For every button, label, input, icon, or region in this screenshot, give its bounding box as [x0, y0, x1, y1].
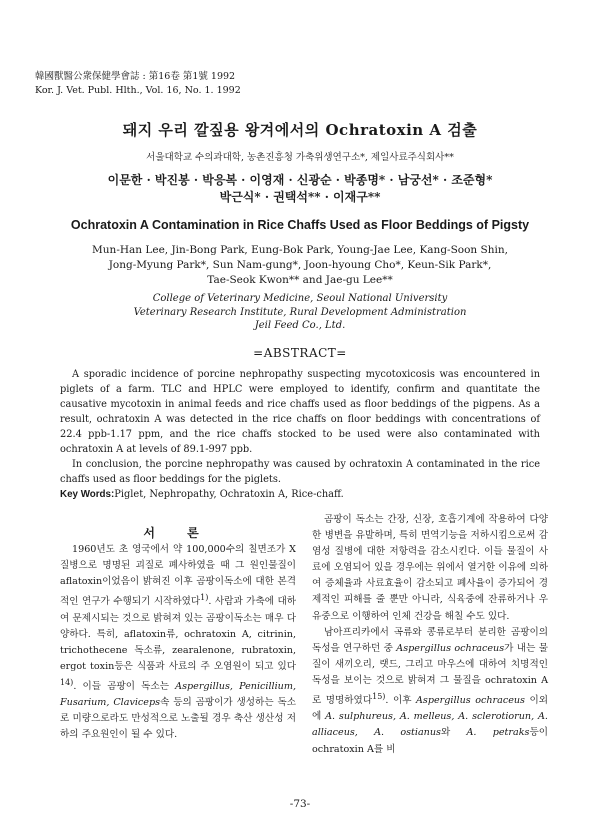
institutions — [0, 292, 600, 333]
body-text: 와 — [440, 727, 467, 739]
keywords-label: Key Words: — [60, 489, 115, 500]
body-text: 1960년도 초 영국에서 약 100,000수의 칠면조가 X질병으로 명명된 괴질로 폐사하였을 때 그 원인물질이 aflatoxin이었음이 밝혀진 이후 곰팡이독소에 대한 본격적인 연구가 수행되기 시작하였다 — [60, 544, 296, 608]
institution-line: Veterinary Research Institute, Rural Development Administration — [133, 306, 467, 318]
body-text: . 사람과 가축에 대하여 문제시되는 것으로 밝혀져 있는 곰팡이독소는 매우 다양하다. 특히, aflatoxin류, ochratoxin A, citrinin, trichothecene 독소류, zearalenone, rubratoxin, ergot toxin등은 식품과 사료의 주 오염원이 되고 있다 — [60, 596, 296, 672]
species-name: Aspergillus ochraceus — [416, 695, 525, 707]
journal-citation-english: Kor. J. Vet. Publ. Hlth., Vol. 16, No. 1. 1992 — [35, 85, 241, 96]
body-text: 이외에 — [312, 695, 549, 723]
title-korean: 돼지 우리 깔짚용 왕겨에서의 Ochratoxin A 검출 — [122, 121, 478, 139]
citation-ref: 15) — [372, 692, 386, 702]
body-paragraph — [60, 542, 296, 744]
institution-line: College of Veterinary Medicine, Seoul National University — [152, 293, 448, 304]
body-text: 등이 ochratoxin A를 비 — [312, 727, 548, 755]
abstract-body — [60, 367, 540, 487]
authors-korean-line: 박근식* · 권택석** · 이재구** — [219, 190, 381, 204]
body-column-left — [60, 542, 296, 744]
journal-citation-korean: 韓國獸醫公衆保健學會誌 : 第16卷 第1號 1992 — [35, 71, 236, 82]
body-column-right — [312, 512, 548, 758]
authors-korean-line: 이문한 · 박진봉 · 박응복 · 이영재 · 신광순 · 박종명* · 남궁선* · 조준형* — [107, 173, 493, 187]
body-text: 남아프리카에서 곡류와 콩류로부터 분리한 곰팡이의 독성을 연구하던 중 — [312, 626, 548, 654]
species-name: A. petraks — [466, 727, 530, 739]
citation-ref: 14) — [60, 677, 74, 687]
section-heading-introduction: 서 론 — [143, 526, 213, 540]
body-paragraph — [312, 625, 548, 758]
abstract-paragraph: A sporadic incidence of porcine nephropathy suspecting mycotoxicosis was encountered in piglets of a farm. TLC and HPLC were employed to identify, confirm and quantitate the causative mycotoxin in animal feeds and rice chaffs used as floor beddings of the pigpens. As a result, ochratoxin A was detected in the rice chaffs on floor beddings with concentrations of 22.4 ppb-1.17 ppm, and the rice chaffs stocked to be used were also contaminated with ochratoxin A at levels of 89.1-997 ppb. — [60, 369, 540, 455]
authors-english-line: Mun-Han Lee, Jin-Bong Park, Eung-Bok Park, Young-Jae Lee, Kang-Soon Shin, — [92, 244, 508, 256]
journal-header — [35, 70, 241, 98]
keywords-text: Piglet, Nephropathy, Ochratoxin A, Rice-chaff. — [114, 489, 344, 500]
species-name: Aspergillus ochraceus — [396, 642, 505, 654]
species-name: Aspergillus, Penicillium, Fusarium, Claviceps — [60, 681, 296, 709]
institution-line: Jeil Feed Co., Ltd. — [254, 320, 346, 331]
body-paragraph: 곰팡이 독소는 간장, 신장, 호흡기계에 작용하여 다양한 병변을 유발하며, 특히 면역기능을 저하시킴으로써 감염성 질병에 대한 저항력을 감소시킨다. 이들 물질이 사료에 오염되어 있을 경우에는 위에서 열거한 이유에 의하여 증체율과 사료효율이 감소되고 폐사율이 증가되어 경제적인 피해를 줄 뿐만 아니라, 식육중에 잔류하거나 우유중으로 이행하여 인체 건강을 해칠 수도 있다. — [312, 514, 548, 622]
body-text: . 이들 곰팡이 독소는 — [73, 681, 176, 693]
citation-ref: 1) — [200, 593, 209, 603]
keywords — [60, 488, 540, 502]
body-text: . 이후 — [385, 695, 416, 707]
body-text: 가 내는 물질이 새끼오리, 랫드, 그리고 마우스에 대하여 치명적인 독성을 보이는 것으로 밝혀져 그 물질을 ochratoxin A로 명명하였다 — [312, 642, 548, 707]
authors-english-line: Jong-Myung Park*, Sun Nam-gung*, Joon-hyoung Cho*, Keun-Sik Park*, — [108, 259, 492, 271]
abstract-heading: =ABSTRACT= — [253, 346, 347, 360]
page-number: -73- — [289, 798, 311, 810]
authors-english — [0, 243, 600, 288]
affiliation-korean: 서울대학교 수의과대학, 농촌진흥청 가축위생연구소*, 제일사료주식회사** — [146, 152, 454, 163]
species-name: A. sulphureus, A. melleus, A. sclerotiorun, A. alliaceus, A. ostianus — [312, 711, 548, 739]
title-english: Ochratoxin A Contamination in Rice Chaffs Used as Floor Beddings of Pigsty — [70, 218, 530, 232]
body-text: 속 등의 곰팡이가 생성하는 독소로 미량으로라도 만성적으로 노출될 경우 축산 생산성 저하의 주요원인이 될 수 있다. — [60, 697, 296, 741]
authors-english-line: Tae-Seok Kwon** and Jae-gu Lee** — [207, 274, 393, 286]
abstract-paragraph: In conclusion, the porcine nephropathy was caused by ochratoxin A contaminated in the rice chaffs used as floor beddings for the piglets. — [60, 459, 540, 485]
authors-korean — [0, 172, 600, 206]
